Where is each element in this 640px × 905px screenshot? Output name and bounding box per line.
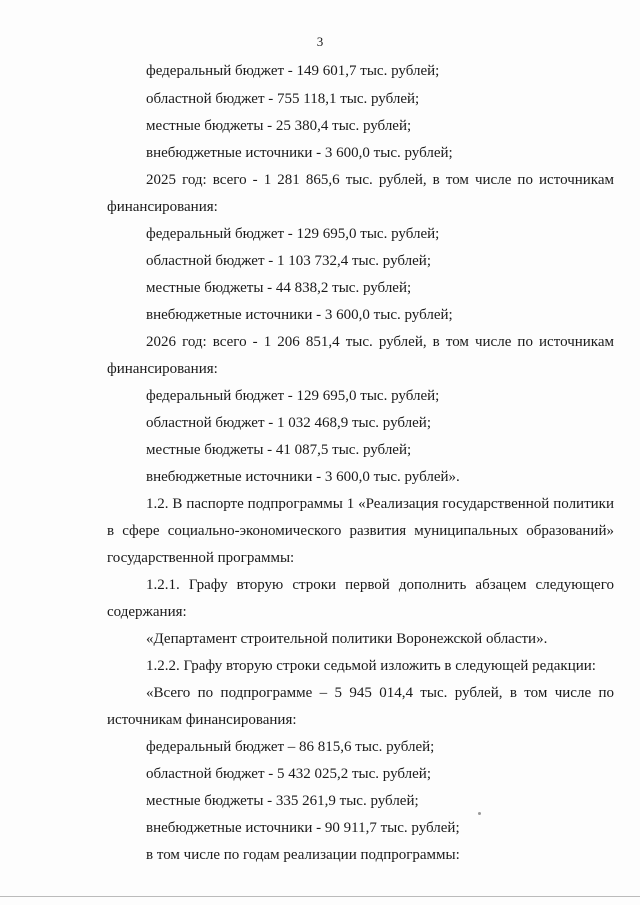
text-line: внебюджетные источники - 90 911,7 тыс. рублей;	[146, 820, 460, 836]
text-line-justified: 2025 год: всего - 1 281 865,6 тыс. рублей, в том числе по источникам	[146, 172, 614, 188]
text-line-justified: 1.2. В паспорте подпрограммы 1 «Реализация государственной политики	[146, 496, 614, 512]
scan-speck	[478, 812, 481, 815]
text-line: внебюджетные источники - 3 600,0 тыс. рублей;	[146, 307, 453, 323]
text-line: областной бюджет - 5 432 025,2 тыс. рублей;	[146, 766, 431, 782]
text-line: содержания:	[107, 604, 187, 620]
text-line: областной бюджет - 755 118,1 тыс. рублей;	[146, 91, 420, 107]
text-line-justified: «Всего по подпрограмме – 5 945 014,4 тыс. рублей, в том числе по	[146, 685, 614, 701]
text-line: источникам финансирования:	[107, 712, 297, 728]
text-line: местные бюджеты - 25 380,4 тыс. рублей;	[146, 118, 412, 134]
text-line: областной бюджет - 1 032 468,9 тыс. рублей;	[146, 415, 431, 431]
text-line-justified: 1.2.1. Графу вторую строки первой дополнить абзацем следующего	[146, 577, 614, 593]
text-line: местные бюджеты - 41 087,5 тыс. рублей;	[146, 442, 412, 458]
page-number: 3	[316, 34, 324, 49]
text-line: «Департамент строительной политики Воронежской области».	[146, 631, 548, 647]
text-line: в том числе по годам реализации подпрограммы:	[146, 847, 460, 863]
text-line-justified: в сфере социально-экономического развития муниципальных образований»	[107, 523, 614, 539]
text-line: государственной программы:	[107, 550, 295, 566]
text-line: местные бюджеты - 335 261,9 тыс. рублей;	[146, 793, 419, 809]
text-line: 1.2.2. Графу вторую строки седьмой изложить в следующей редакции:	[146, 658, 596, 674]
text-line: федеральный бюджет - 129 695,0 тыс. рублей;	[146, 226, 440, 242]
text-line: внебюджетные источники - 3 600,0 тыс. рублей».	[146, 469, 460, 485]
bottom-edge-rule	[0, 896, 640, 897]
text-line: областной бюджет - 1 103 732,4 тыс. рублей;	[146, 253, 431, 269]
text-line: федеральный бюджет - 149 601,7 тыс. рублей;	[146, 63, 440, 79]
text-line: финансирования:	[107, 199, 218, 215]
text-line: федеральный бюджет - 129 695,0 тыс. рублей;	[146, 388, 440, 404]
text-line: местные бюджеты - 44 838,2 тыс. рублей;	[146, 280, 412, 296]
text-line: внебюджетные источники - 3 600,0 тыс. рублей;	[146, 145, 453, 161]
text-line: финансирования:	[107, 361, 218, 377]
text-line-justified: 2026 год: всего - 1 206 851,4 тыс. рублей, в том числе по источникам	[146, 334, 614, 350]
text-line: федеральный бюджет – 86 815,6 тыс. рублей;	[146, 739, 435, 755]
